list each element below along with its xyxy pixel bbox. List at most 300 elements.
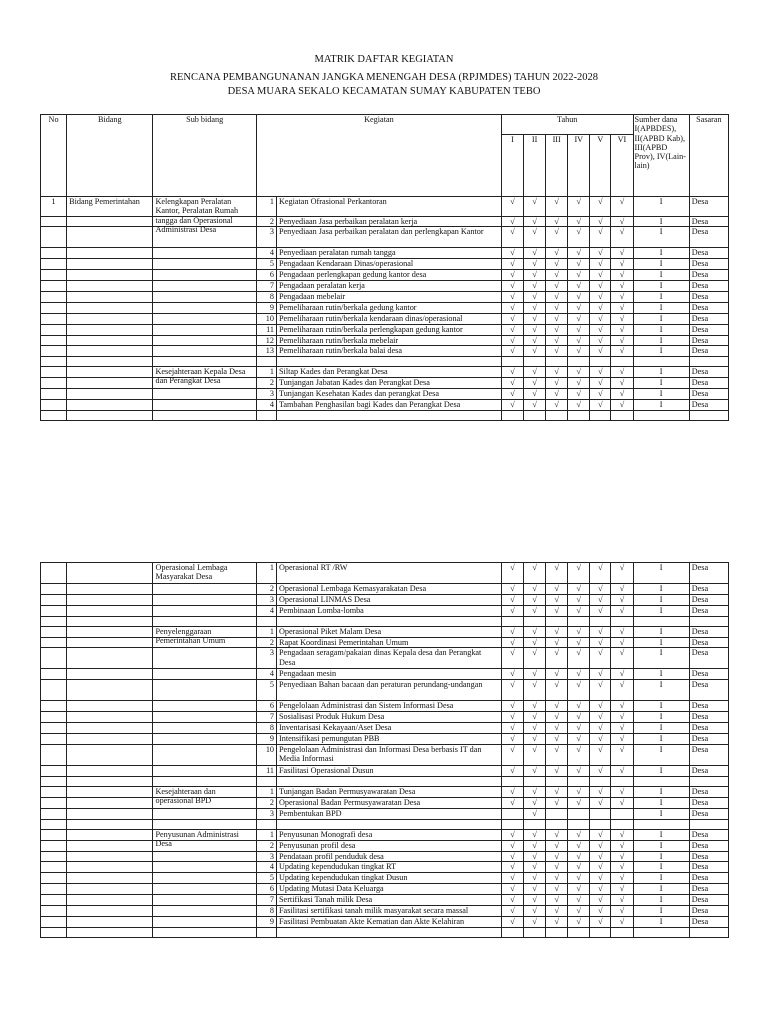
header-no: No [41,115,67,197]
activity-matrix-table-page-2 [40,562,729,938]
row-item-number: 10 [256,313,276,324]
row-year-6-check: √ [611,916,633,927]
row-item-number: 11 [256,324,276,335]
row-year-1-check: √ [501,851,523,861]
row-year-5-check: √ [590,366,611,377]
row-no [41,927,67,937]
row-item-number: 5 [256,259,276,270]
row-item-number [256,776,276,786]
row-no [41,680,67,701]
row-year-4-check [568,927,590,937]
row-year-2-check [524,776,546,786]
row-year-4-check: √ [568,291,590,302]
row-no [41,840,67,851]
row-year-6-check: √ [611,345,633,356]
row-year-1-check: √ [501,627,523,638]
row-year-6-check [611,927,633,937]
row-bidang [67,270,153,281]
row-year-2-check: √ [524,712,546,722]
row-kegiatan [277,617,502,627]
header-sub-bidang: Sub bidang [153,115,256,197]
row-bidang [67,227,153,248]
row-kegiatan: Pendataan profil penduduk desa [277,851,502,861]
row-year-3-check: √ [546,905,568,916]
row-sumber-dana [633,617,689,627]
table-row [41,227,729,248]
row-bidang [67,765,153,776]
row-no [41,270,67,281]
row-year-5-check [590,819,611,829]
row-item-number: 2 [256,840,276,851]
row-year-3-check: √ [546,765,568,776]
row-year-5-check: √ [590,313,611,324]
row-year-1-check: √ [501,883,523,894]
row-item-number: 4 [256,606,276,617]
table-body-page-2 [41,563,729,938]
row-year-3-check: √ [546,916,568,927]
header-tahun: Tahun [501,115,633,135]
row-sumber-dana: I [633,584,689,595]
row-year-4-check: √ [568,905,590,916]
row-year-4-check [568,819,590,829]
row-year-6-check: √ [611,883,633,894]
row-sasaran [689,356,728,366]
row-no [41,894,67,905]
header-kegiatan: Kegiatan [256,115,501,197]
activity-matrix-table-page-1 [40,114,729,421]
row-bidang [67,302,153,313]
row-item-number: 5 [256,680,276,701]
row-year-1-check: √ [501,722,523,733]
row-year-6-check: √ [611,335,633,345]
row-kegiatan: Operasional Piket Malam Desa [277,627,502,638]
row-year-6-check: √ [611,648,633,669]
row-year-1-check: √ [501,281,523,291]
row-item-number: 4 [256,669,276,680]
row-sasaran: Desa [689,324,728,335]
row-sasaran [689,927,728,937]
row-year-6-check [611,410,633,420]
row-sub-bidang [153,669,256,680]
table-row [41,388,729,399]
row-no [41,797,67,808]
row-sumber-dana: I [633,217,689,227]
row-sub-bidang [153,765,256,776]
row-year-4-check: √ [568,270,590,281]
table-row [41,927,729,937]
row-year-2-check: √ [524,324,546,335]
row-sumber-dana: I [633,722,689,733]
row-sub-bidang [153,905,256,916]
row-year-5-check: √ [590,606,611,617]
row-item-number: 8 [256,905,276,916]
row-sub-bidang [153,927,256,937]
row-sumber-dana: I [633,248,689,259]
row-year-5-check: √ [590,270,611,281]
row-no [41,324,67,335]
row-sumber-dana [633,776,689,786]
table-row [41,851,729,861]
row-year-2-check: √ [524,388,546,399]
row-year-1-check: √ [501,916,523,927]
row-year-4-check: √ [568,669,590,680]
row-year-2-check: √ [524,335,546,345]
row-year-6-check: √ [611,399,633,410]
row-kegiatan: Penyusunan profil desa [277,840,502,851]
row-kegiatan: Siltap Kades dan Perangkat Desa [276,366,501,377]
table-row [41,217,729,227]
row-bidang [67,606,153,617]
row-year-2-check: √ [524,217,546,227]
table-row [41,829,729,840]
row-year-5-check: √ [590,712,611,722]
row-year-5-check: √ [590,291,611,302]
row-year-3-check: √ [546,701,568,712]
row-kegiatan: Tunjangan Jabatan Kades dan Perangkat Desa [276,377,501,388]
table-row [41,291,729,302]
row-sub-bidang [153,259,256,270]
doc-title-1: MATRIK DAFTAR KEGIATAN [314,54,454,65]
row-year-5-check: √ [590,765,611,776]
row-year-6-check: √ [611,281,633,291]
row-year-4-check: √ [568,302,590,313]
row-no [41,819,67,829]
row-year-4-check: √ [568,388,590,399]
row-no [41,563,67,584]
row-year-6-check: √ [611,786,633,797]
row-sasaran: Desa [689,861,728,872]
row-year-3-check [546,927,568,937]
row-no [41,872,67,883]
row-kegiatan [277,927,502,937]
row-year-2-check: √ [524,606,546,617]
row-year-6-check [611,776,633,786]
row-sasaran: Desa [689,905,728,916]
table-row [41,712,729,722]
row-year-1-check: √ [501,217,523,227]
row-year-3-check: √ [546,648,568,669]
table-row [41,905,729,916]
doc-title-2: RENCANA PEMBANGUNANAN JANGKA MENENGAH DESA (RPJMDES) TAHUN 2022-2028 [169,72,599,83]
row-year-6-check: √ [611,324,633,335]
row-item-number: 6 [256,883,276,894]
header-sasaran: Sasaran [689,115,728,197]
row-bidang [67,345,153,356]
row-item-number: 4 [256,861,276,872]
header-year-2: II [524,135,546,197]
row-year-3-check [546,356,568,366]
row-year-4-check: √ [568,248,590,259]
row-year-6-check: √ [611,563,633,584]
row-sumber-dana: I [633,733,689,744]
row-year-6-check: √ [611,366,633,377]
row-sub-bidang [153,712,256,722]
row-sumber-dana: I [633,638,689,648]
row-sasaran: Desa [689,840,728,851]
table-row [41,894,729,905]
row-no [41,786,67,797]
header-bidang: Bidang [67,115,153,197]
row-year-5-check: √ [590,345,611,356]
row-sasaran: Desa [689,638,728,648]
table-row [41,648,729,669]
row-year-2-check: √ [524,259,546,270]
row-sub-bidang [153,786,256,805]
row-year-2-check: √ [524,291,546,302]
row-year-2-check [524,410,546,420]
row-year-4-check: √ [568,259,590,270]
row-year-1-check: √ [501,291,523,302]
row-year-4-check [568,410,590,420]
row-year-1-check: √ [501,197,523,217]
row-bidang [67,776,153,786]
row-sasaran: Desa [689,270,728,281]
row-year-4-check [568,776,590,786]
row-kegiatan: Pemeliharaan rutin/berkala balai desa [276,345,501,356]
row-sub-bidang [153,916,256,927]
row-sasaran: Desa [689,765,728,776]
row-kegiatan: Inventarisasi Kekayaan/Aset Desa [277,722,502,733]
row-year-5-check: √ [590,248,611,259]
row-sasaran: Desa [689,302,728,313]
row-sub-bidang [153,281,256,291]
table-row [41,606,729,617]
row-year-4-check: √ [568,829,590,840]
row-sasaran: Desa [689,197,728,217]
table-row [41,595,729,606]
row-sub-bidang [153,883,256,894]
row-no [41,627,67,638]
row-year-5-check: √ [590,399,611,410]
row-year-4-check: √ [568,680,590,701]
row-year-5-check: √ [590,627,611,638]
row-year-1-check: √ [501,712,523,722]
row-sasaran: Desa [689,584,728,595]
row-kegiatan: Penyusunan Monografi desa [277,829,502,840]
row-year-4-check [568,356,590,366]
row-year-4-check: √ [568,765,590,776]
table-row [41,197,729,217]
row-year-6-check: √ [611,388,633,399]
row-year-6-check: √ [611,227,633,248]
row-sub-bidang-text: Penyelenggaraan Pemerintahan Umum [155,627,226,646]
table-body-page-1 [41,115,729,421]
row-year-3-check: √ [546,563,568,584]
row-year-5-check [590,927,611,937]
row-bidang [67,291,153,302]
row-sub-bidang [153,648,256,669]
row-year-2-check: √ [524,227,546,248]
row-bidang [67,335,153,345]
row-year-2-check: √ [524,595,546,606]
row-year-3-check: √ [546,345,568,356]
row-sumber-dana: I [633,680,689,701]
row-year-4-check: √ [568,851,590,861]
row-year-4-check: √ [568,894,590,905]
row-no [41,335,67,345]
row-bidang [67,627,153,638]
row-sub-bidang [153,563,256,584]
row-year-1-check: √ [501,797,523,808]
row-year-3-check: √ [546,744,568,765]
row-item-number: 4 [256,399,276,410]
row-sub-bidang [153,776,256,786]
row-year-6-check: √ [611,894,633,905]
row-sumber-dana: I [633,786,689,797]
row-year-6-check: √ [611,680,633,701]
row-bidang [67,786,153,797]
row-year-3-check: √ [546,377,568,388]
row-sumber-dana: I [633,259,689,270]
row-item-number: 3 [256,595,276,606]
row-sub-bidang [153,744,256,765]
table-row [41,366,729,377]
row-item-number: 1 [256,829,276,840]
row-sub-bidang [153,324,256,335]
row-sub-bidang [153,366,256,386]
row-year-6-check [611,617,633,627]
row-year-5-check: √ [590,733,611,744]
row-sub-bidang [153,584,256,595]
row-year-4-check: √ [568,399,590,410]
row-no [41,648,67,669]
row-year-2-check: √ [524,313,546,324]
row-year-5-check: √ [590,638,611,648]
row-item-number: 1 [256,197,276,217]
row-year-1-check: √ [501,669,523,680]
row-year-5-check: √ [590,197,611,217]
row-year-1-check [501,808,523,819]
row-bidang [67,595,153,606]
row-year-3-check: √ [546,786,568,797]
row-sasaran: Desa [689,259,728,270]
row-year-2-check: √ [524,916,546,927]
row-year-3-check: √ [546,638,568,648]
table-row [41,617,729,627]
row-bidang [67,861,153,872]
table-row [41,916,729,927]
row-sub-bidang [153,291,256,302]
row-year-4-check: √ [568,744,590,765]
row-sumber-dana: I [633,808,689,819]
row-sub-bidang [153,829,256,848]
row-year-5-check: √ [590,281,611,291]
header-year-6: VI [611,135,633,197]
row-sub-bidang [153,894,256,905]
row-year-5-check: √ [590,302,611,313]
row-bidang [67,797,153,808]
row-no [41,248,67,259]
row-bidang-text: Bidang Pemerintahan [69,197,140,206]
row-year-2-check: √ [524,281,546,291]
table-row [41,270,729,281]
row-bidang [67,701,153,712]
row-kegiatan: Pengadaan Kendaraan Dinas/operasional [276,259,501,270]
row-sumber-dana: I [633,388,689,399]
row-year-3-check: √ [546,712,568,722]
table-row [41,302,729,313]
table-row [41,584,729,595]
row-bidang [67,281,153,291]
row-kegiatan: Penyediaan Bahan bacaan dan peraturan perundang-undangan [277,680,502,701]
row-sasaran: Desa [689,669,728,680]
row-year-6-check: √ [611,861,633,872]
row-year-2-check: √ [524,399,546,410]
row-item-number: 6 [256,701,276,712]
row-item-number: 9 [256,916,276,927]
row-bidang [67,808,153,819]
row-year-3-check: √ [546,302,568,313]
row-year-2-check: √ [524,584,546,595]
row-year-1-check: √ [501,638,523,648]
row-sumber-dana: I [633,335,689,345]
row-bidang [67,894,153,905]
row-no [41,701,67,712]
table-row [41,324,729,335]
row-bidang [67,669,153,680]
row-kegiatan: Sosialisasi Produk Hukum Desa [277,712,502,722]
row-year-4-check: √ [568,916,590,927]
row-kegiatan: Pengadaan mesin [277,669,502,680]
row-bidang [67,712,153,722]
row-sumber-dana: I [633,648,689,669]
row-year-5-check: √ [590,680,611,701]
row-year-5-check: √ [590,786,611,797]
row-no [41,302,67,313]
row-no [41,808,67,819]
row-no [41,916,67,927]
row-year-3-check: √ [546,851,568,861]
row-sub-bidang [153,617,256,627]
row-year-3-check: √ [546,281,568,291]
row-item-number: 9 [256,733,276,744]
row-year-1-check [501,410,523,420]
table-row [41,313,729,324]
row-year-6-check: √ [611,302,633,313]
row-bidang [67,377,153,388]
row-kegiatan: Pembinaan Lomba-lomba [277,606,502,617]
row-year-3-check: √ [546,291,568,302]
row-year-5-check: √ [590,797,611,808]
row-sumber-dana: I [633,377,689,388]
table-row [41,872,729,883]
row-sumber-dana: I [633,840,689,851]
row-item-number: 1 [256,366,276,377]
row-sasaran: Desa [689,894,728,905]
row-year-5-check: √ [590,861,611,872]
row-no [41,410,67,420]
row-bidang [67,851,153,861]
row-year-5-check: √ [590,722,611,733]
row-year-2-check: √ [524,197,546,217]
row-year-1-check: √ [501,744,523,765]
row-year-3-check: √ [546,883,568,894]
row-year-3-check: √ [546,733,568,744]
row-year-6-check: √ [611,217,633,227]
row-sumber-dana: I [633,399,689,410]
row-year-1-check: √ [501,829,523,840]
row-year-3-check: √ [546,388,568,399]
row-item-number: 1 [256,627,276,638]
row-sumber-dana [633,927,689,937]
row-sub-bidang [153,819,256,829]
row-year-5-check: √ [590,829,611,840]
row-item-number [256,617,276,627]
row-sasaran: Desa [689,366,728,377]
row-sumber-dana [633,356,689,366]
row-year-1-check: √ [501,270,523,281]
table-row [41,259,729,270]
